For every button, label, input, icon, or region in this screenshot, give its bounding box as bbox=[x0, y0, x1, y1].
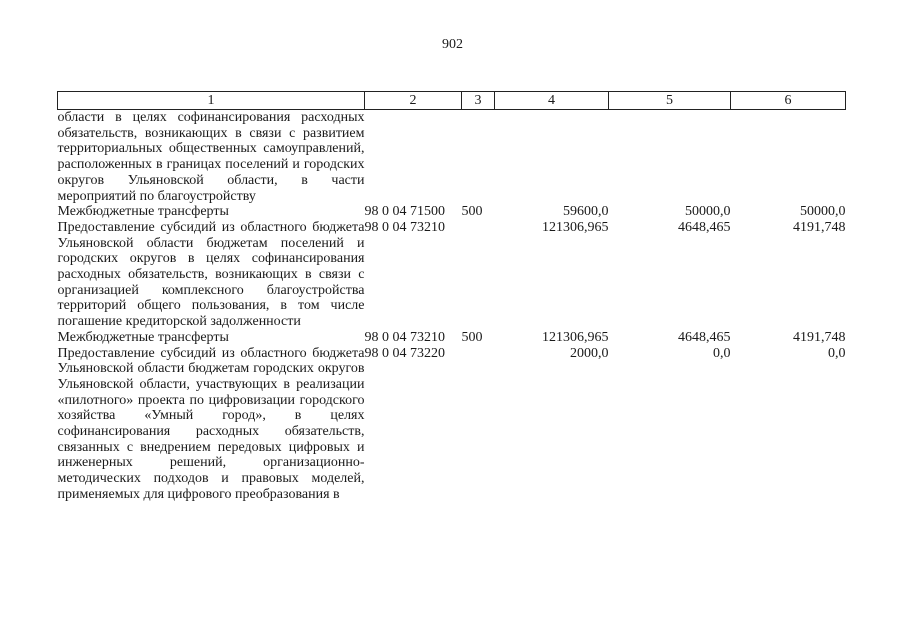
row-value-5: 4648,465 bbox=[678, 329, 731, 345]
row-type bbox=[462, 346, 495, 503]
column-header-3: 3 bbox=[462, 92, 495, 110]
row-type bbox=[462, 220, 495, 330]
row-code: 98 0 04 73210 bbox=[364, 329, 445, 345]
column-header-2: 2 bbox=[365, 92, 462, 110]
row-value-5 bbox=[609, 110, 731, 205]
row-value-4: 121306,965 bbox=[542, 219, 609, 235]
table-row bbox=[58, 330, 846, 346]
budget-table bbox=[57, 91, 846, 503]
page-number: 902 bbox=[442, 37, 463, 52]
row-description: Межбюджетные трансферты bbox=[57, 204, 229, 220]
row-value-5: 50000,0 bbox=[685, 204, 731, 220]
row-code: 98 0 04 73220 bbox=[364, 345, 445, 361]
row-value-6: 4191,748 bbox=[793, 329, 846, 345]
row-value-5: 0,0 bbox=[713, 345, 731, 361]
row-description: Межбюджетные трансферты bbox=[57, 329, 229, 345]
row-code: 98 0 04 73210 bbox=[364, 219, 445, 235]
row-value-5: 4648,465 bbox=[678, 219, 731, 235]
row-description: Предоставление субсидий из областного бюджета Ульяновской области бюджетам городских округов Ульяновской области, участвующих в реализации «пилотного» проекта по цифровизации городского хозяйства «Умный город», в целях софинансирования расходных обязательств, связанных с внедрением передовых цифровых и инженерных решений, организационно-методических подходов и правовых моделей, применяемых для цифрового преобразования в bbox=[57, 345, 365, 502]
row-value-6 bbox=[731, 110, 846, 205]
row-code bbox=[365, 110, 462, 205]
row-code: 98 0 04 71500 bbox=[364, 204, 445, 220]
row-value-4: 59600,0 bbox=[563, 204, 609, 220]
row-description: области в целях софинансирования расходных обязательств, возникающих в связи с развитием территориальных общественных самоуправлений, расположенных в границах поселений и городских округов Ульяновской области, в части мероприятий по благоустройству bbox=[57, 110, 365, 204]
table-row bbox=[58, 110, 846, 205]
table-row bbox=[58, 346, 846, 503]
row-type bbox=[462, 110, 495, 205]
row-value-6: 50000,0 bbox=[800, 204, 846, 220]
table-row bbox=[58, 220, 846, 330]
row-value-4 bbox=[495, 110, 609, 205]
column-header-5: 5 bbox=[609, 92, 731, 110]
row-value-4: 121306,965 bbox=[542, 329, 609, 345]
row-type: 500 bbox=[461, 329, 483, 345]
row-value-6: 4191,748 bbox=[793, 219, 846, 235]
row-value-6: 0,0 bbox=[828, 345, 846, 361]
row-description: Предоставление субсидий из областного бюджета Ульяновской области бюджетам поселений и городских округов в целях софинансирования расходных обязательств, возникающих в связи с организацией комплексного благоустройства территорий общего пользования, в том числе погашение кредиторской задолженности bbox=[57, 219, 365, 330]
table-header-row bbox=[58, 92, 846, 110]
row-value-4: 2000,0 bbox=[570, 345, 609, 361]
column-header-1: 1 bbox=[58, 92, 365, 110]
table-row bbox=[58, 204, 846, 220]
column-header-6: 6 bbox=[731, 92, 846, 110]
column-header-4: 4 bbox=[495, 92, 609, 110]
row-type: 500 bbox=[461, 204, 483, 220]
